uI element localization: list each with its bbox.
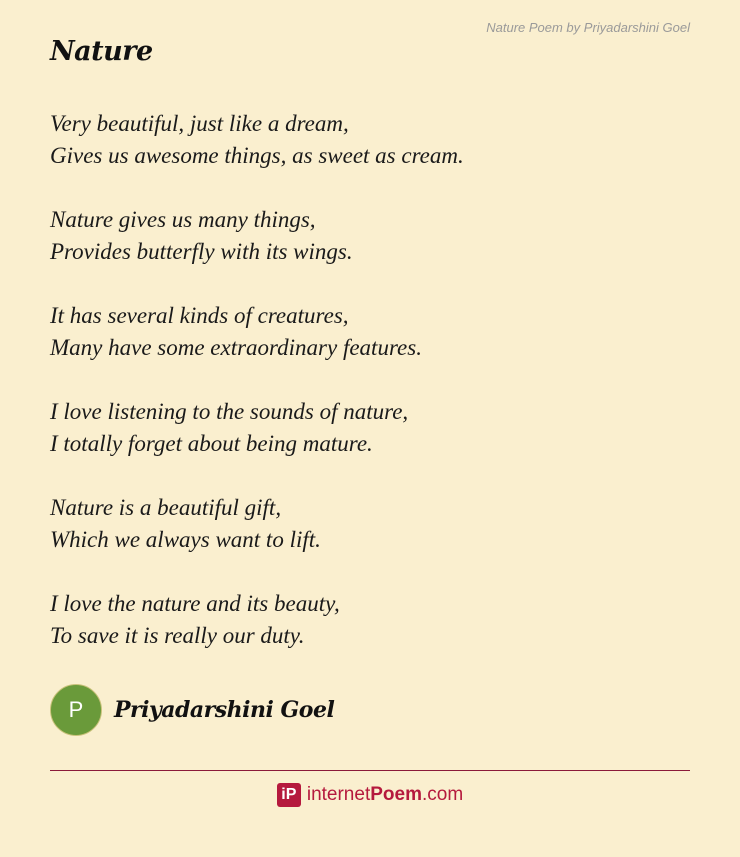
logo-text-internet: internet (306, 784, 371, 805)
author-avatar[interactable]: P (50, 684, 102, 736)
poem-line: Nature is a beautiful gift, (50, 495, 282, 520)
poem-line: I totally forget about being mature. (50, 431, 373, 456)
poem-line: Many have some extraordinary features. (50, 335, 422, 360)
logo-text-com: .com (421, 784, 464, 805)
poem-line: I love listening to the sounds of nature, (50, 399, 409, 424)
internetpoem-logo-icon: iP (277, 783, 301, 807)
site-logo[interactable] (0, 783, 740, 807)
stanza (50, 108, 690, 172)
poem-line: Which we always want to lift. (50, 527, 321, 552)
poem-line: Gives us awesome things, as sweet as cream. (50, 143, 464, 168)
poem-line: Nature gives us many things, (50, 207, 316, 232)
poem-body (50, 108, 690, 684)
poem-line: It has several kinds of creatures, (50, 303, 349, 328)
footer-divider (50, 770, 690, 771)
poem-line: Provides butterfly with its wings. (50, 239, 353, 264)
stanza (50, 588, 690, 652)
poem-line: To save it is really our duty. (50, 623, 305, 648)
logo-text-poem: Poem (370, 784, 422, 805)
header-credit: Nature Poem by Priyadarshini Goel (486, 20, 690, 35)
poem-line: Very beautiful, just like a dream, (50, 111, 349, 136)
stanza (50, 204, 690, 268)
poem-title: Nature (50, 36, 153, 67)
stanza (50, 300, 690, 364)
stanza (50, 396, 690, 460)
poem-line: I love the nature and its beauty, (50, 591, 340, 616)
author-link[interactable] (50, 684, 334, 736)
stanza (50, 492, 690, 556)
author-name[interactable]: Priyadarshini Goel (114, 697, 335, 723)
logo-text (307, 784, 463, 806)
